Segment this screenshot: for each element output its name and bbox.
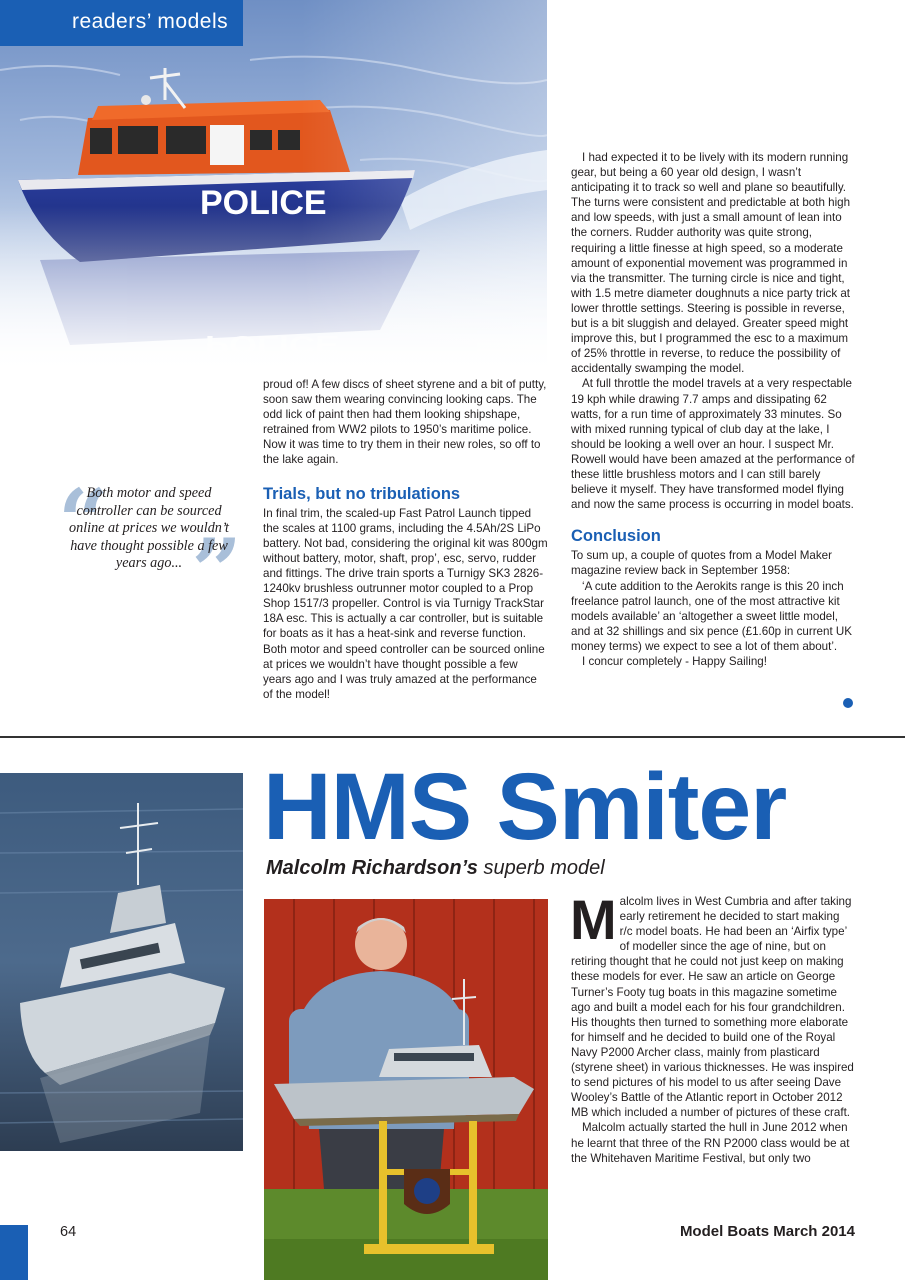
paragraph: proud of! A few discs of sheet styrene and a bit of putty, soon saw them wearing convincing looking caps. The odd lick of paint then had them looking shipshape, retrained from WW2 pilots to 1950’s maritime police. Now it was time to try them in their new roles, so off to the lake again. xyxy=(263,378,547,467)
article-column-left xyxy=(263,377,548,702)
paragraph: ‘A cute addition to the Aerokits range is this 20 inch freelance patrol launch, one of the most attractive kit models available’ an ‘altogether a sweet little model, and at 32 shillings and six pence (£1.60p in current UK money terms) we expect to see a lot of them about’. xyxy=(571,579,852,653)
pull-quote xyxy=(58,469,242,623)
footer-color-bar xyxy=(0,1225,28,1280)
section-tab-label: readers’ models xyxy=(72,10,229,33)
standfirst-author: Malcolm Richardson’s xyxy=(266,857,478,879)
standfirst-tail: superb model xyxy=(477,857,605,879)
paragraph: I had expected it to be lively with its modern running gear, but being a 60 year old design, I wasn’t anticipating it to track so well and plane so beautifully. The turns were consistent and predictable at both high and low speeds, with just a small amount of lean into the corners. Rudder authority was quite strong, requiring a little finesse at high speed, so a moderate amount of exponential movement was programmed in via the transmitter. The turning circle is nice and tight, with 1.5 metre diameter doughnuts a nice party trick at lower throttle settings. Steering is possible in reverse, but is a bit sluggish and delayed. Greater speed might improve this, but I programmed the esc to a maximum of 25% throttle in reverse, to reduce the possibility of accidentally swamping the model. xyxy=(571,151,851,376)
paragraph-body: alcolm lives in West Cumbria and after taking early retirement he decided to start making r/c model boats. He had been an ‘Airfix type’ of modeller since the age of nine, but on retiring thought that he could not just keep on making these models for ever. He saw an article on George Turner’s Footy tug boats in this magazine sometime ago and built a model each for his four grandchildren. His thoughts then turned to something more elaborate for himself and he decided to build one of the Royal Navy P2000 Archer class, mainly from plasticard (styrene sheet) in various thicknesses. He was inspired to send pictures of his model to us after seeing Dave Wooley’s Battle of the Atlantic report in October 2012 MB which included a number of pictures of these craft. xyxy=(571,895,854,1120)
paragraph xyxy=(570,888,855,1120)
paragraph: In final trim, the scaled-up Fast Patrol Launch tipped the scales at 1100 grams, including the 4.5Ah/2S LiPo battery. Not bad, considering the original kit was 800gm without battery, motor, shaft, prop’, esc, servo, rudder and fittings. The drive train sports a Turnigy SK3 2826-1240kv brushless outrunner motor coupled to a Prop Shop 1517/3 propeller. Control is via Turnigy TrackStar 18A esc. This is actually a car controller, but is suitable for boats as it has a heat-sink and reverse function. Both motor and speed controller can be sourced online at prices we wouldn’t have thought possible a few years ago and I was truly amazed at the performance of the model! xyxy=(263,506,548,701)
end-of-article-bullet-icon xyxy=(843,698,853,708)
paragraph: Malcolm actually started the hull in June 2012 when he learnt that three of the RN P2000 class would be at the Whitehaven Maritime Festival, but only two xyxy=(571,1121,850,1165)
article-divider xyxy=(0,736,905,738)
magazine-credit: Model Boats March 2014 xyxy=(679,1223,855,1240)
hms-smiter-on-water-photo xyxy=(0,773,243,1151)
article-column-right xyxy=(571,150,855,669)
paragraph: I concur completely - Happy Sailing! xyxy=(582,655,767,668)
subheading-conclusion: Conclusion xyxy=(571,527,661,546)
modeller-with-model-photo xyxy=(264,899,548,1280)
section-tab xyxy=(0,0,243,46)
article-column-hms xyxy=(570,888,855,1166)
close-quote-icon: ” xyxy=(191,519,242,623)
page-number: 64 xyxy=(60,1224,77,1240)
open-quote-icon: “ xyxy=(58,469,109,573)
subheading-trials: Trials, but no tribulations xyxy=(263,484,461,503)
paragraph: To sum up, a couple of quotes from a Model Maker magazine review back in September 1958: xyxy=(571,549,832,578)
standfirst xyxy=(266,857,605,880)
drop-cap: M xyxy=(570,888,617,951)
headline: HMS Smiter xyxy=(263,754,787,860)
pull-quote-text: Both motor and speed controller can be sourced online at prices we wouldn’t have thought possible a few years ago... xyxy=(69,485,229,572)
police-boat-photo xyxy=(0,0,547,375)
paragraph: At full throttle the model travels at a very respectable 19 kph while drawing 7.7 amps and dissipating 62 watts, for a run time of approximately 33 minutes. So with mixed running typical of club day at the lake, I should be looking a well over an hour. I suspect Mr. Rowell would have been amazed at the performance of these little brushless motors and I can still barely believe it myself. They have transformed model flying and now the same process is occurring in model boats. xyxy=(571,377,855,512)
